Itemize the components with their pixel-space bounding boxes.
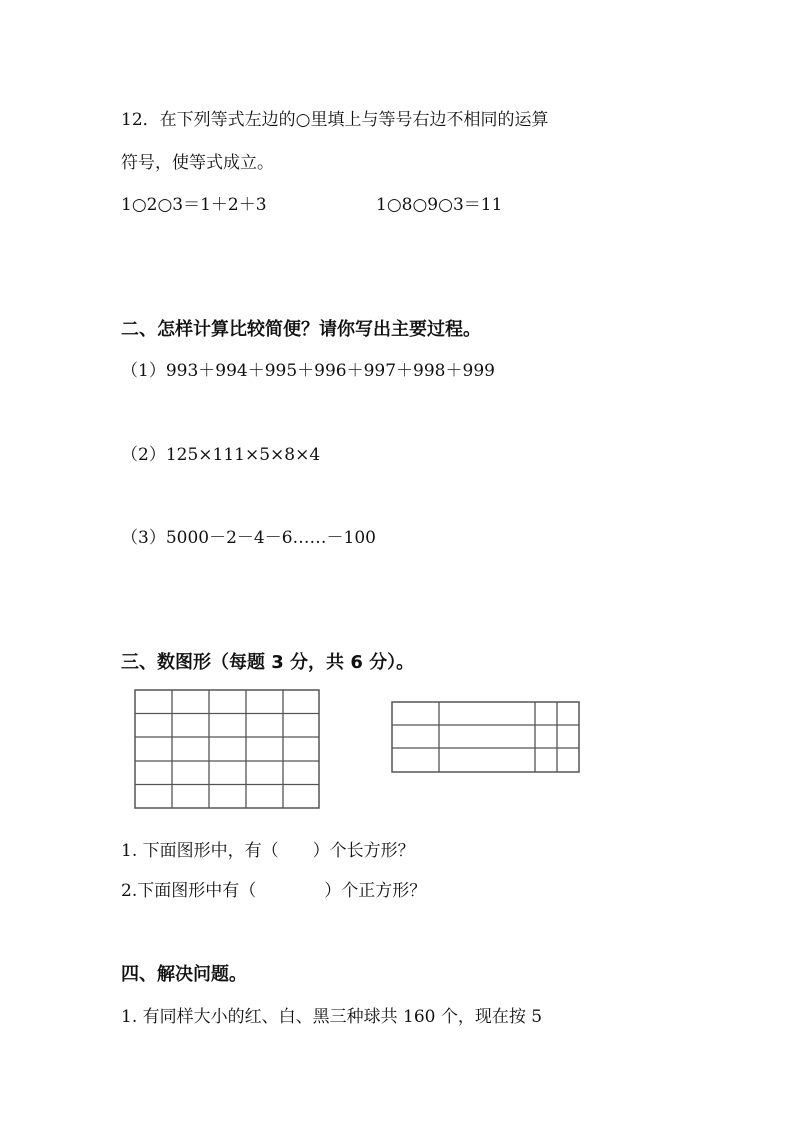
calc-item-3: （3）5000－2－4－6……－100 (121, 528, 376, 548)
count-question-1: 1. 下面图形中，有（ ）个长方形？ (121, 841, 415, 861)
section3-title: 三、数图形（每题 3 分，共 6 分）。 (121, 652, 415, 673)
grid-figure-right (391, 701, 582, 775)
grid-figure-left (134, 689, 322, 811)
problem-1-text: 1. 有同样大小的红、白、黑三种球共 160 个，现在按 5 (121, 1007, 543, 1027)
q12-text-line1: 12．在下列等式左边的○里填上与等号右边不相同的运算 (121, 110, 549, 130)
section4-title: 四、解决问题。 (121, 964, 247, 985)
q12-text-line2: 符号，使等式成立。 (121, 153, 274, 173)
calc-item-2: （2）125×111×5×8×4 (121, 445, 321, 465)
q12-equation-1: 1○2○3＝1＋2＋3 (121, 195, 267, 215)
count-question-2: 2.下面图形中有（ ）个正方形？ (121, 881, 427, 901)
section2-title: 二、怎样计算比较简便？请你写出主要过程。 (121, 319, 481, 340)
calc-item-1: （1）993＋994＋995＋996＋997＋998＋999 (121, 361, 495, 381)
q12-equation-2: 1○8○9○3＝11 (376, 195, 503, 215)
